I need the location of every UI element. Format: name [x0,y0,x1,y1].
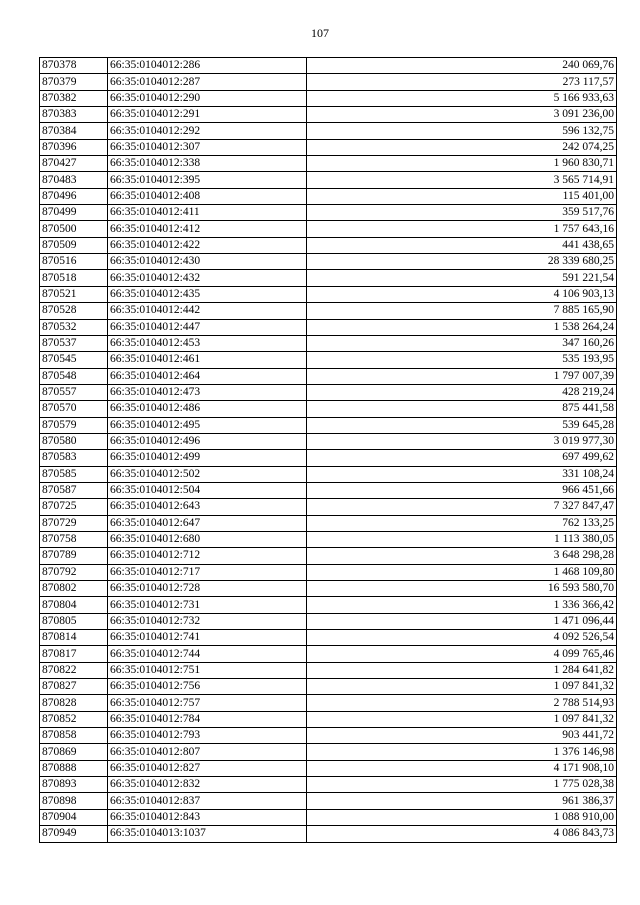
table-row [40,172,617,188]
table-row [40,401,617,417]
cadastral-number-cell: 66:35:0104012:756 [108,679,307,695]
cadastral-number-cell: 66:35:0104012:712 [108,548,307,564]
table-row [40,728,617,744]
cadastral-value-cell: 4 099 765,46 [307,646,617,662]
cadastral-value-cell: 7 327 847,47 [307,499,617,515]
cadastral-value-cell: 762 133,25 [307,515,617,531]
cadastral-number-cell: 66:35:0104012:496 [108,433,307,449]
row-number-cell: 870548 [40,368,108,384]
table-row [40,826,617,842]
row-number-cell: 870792 [40,564,108,580]
row-number-cell: 870822 [40,662,108,678]
table-row [40,254,617,270]
cadastral-number-cell: 66:35:0104012:741 [108,630,307,646]
row-number-cell: 870869 [40,744,108,760]
table-row [40,221,617,237]
row-number-cell: 870805 [40,613,108,629]
cadastral-value-cell: 1 757 643,16 [307,221,617,237]
cadastral-value-cell: 1 376 146,98 [307,744,617,760]
cadastral-number-cell: 66:35:0104012:495 [108,417,307,433]
cadastral-value-cell: 240 069,76 [307,58,617,74]
cadastral-number-cell: 66:35:0104012:504 [108,482,307,498]
row-number-cell: 870804 [40,597,108,613]
cadastral-value-cell: 1 088 910,00 [307,809,617,825]
cadastral-value-cell: 591 221,54 [307,270,617,286]
row-number-cell: 870814 [40,630,108,646]
cadastral-value-cell: 961 386,37 [307,793,617,809]
cadastral-value-cell: 115 401,00 [307,188,617,204]
cadastral-number-cell: 66:35:0104012:827 [108,760,307,776]
cadastral-value-cell: 242 074,25 [307,139,617,155]
cadastral-value-cell: 1 097 841,32 [307,679,617,695]
row-number-cell: 870904 [40,809,108,825]
row-number-cell: 870570 [40,401,108,417]
cadastral-number-cell: 66:35:0104012:464 [108,368,307,384]
cadastral-number-cell: 66:35:0104012:502 [108,466,307,482]
row-number-cell: 870382 [40,90,108,106]
cadastral-value-cell: 347 160,26 [307,335,617,351]
cadastral-number-cell: 66:35:0104012:757 [108,695,307,711]
cadastral-value-cell: 596 132,75 [307,123,617,139]
cadastral-value-cell: 4 086 843,73 [307,826,617,842]
table-row [40,482,617,498]
row-number-cell: 870858 [40,728,108,744]
row-number-cell: 870758 [40,531,108,547]
table-row [40,107,617,123]
cadastral-number-cell: 66:35:0104012:499 [108,450,307,466]
table-row [40,139,617,155]
cadastral-value-cell: 1 468 109,80 [307,564,617,580]
row-number-cell: 870383 [40,107,108,123]
cadastral-number-cell: 66:35:0104012:422 [108,237,307,253]
row-number-cell: 870817 [40,646,108,662]
cadastral-value-cell: 28 339 680,25 [307,254,617,270]
table-row [40,630,617,646]
row-number-cell: 870396 [40,139,108,155]
cadastral-number-cell: 66:35:0104012:432 [108,270,307,286]
table-row [40,384,617,400]
row-number-cell: 870499 [40,205,108,221]
row-number-cell: 870496 [40,188,108,204]
cadastral-value-cell: 903 441,72 [307,728,617,744]
cadastral-value-cell: 966 451,66 [307,482,617,498]
cadastral-value-cell: 1 097 841,32 [307,711,617,727]
cadastral-value-cell: 1 471 096,44 [307,613,617,629]
row-number-cell: 870378 [40,58,108,74]
cadastral-number-cell: 66:35:0104012:453 [108,335,307,351]
cadastral-number-cell: 66:35:0104012:287 [108,74,307,90]
cadastral-value-cell: 4 092 526,54 [307,630,617,646]
table-row [40,695,617,711]
table-row [40,352,617,368]
row-number-cell: 870580 [40,433,108,449]
cadastral-value-cell: 359 517,76 [307,205,617,221]
row-number-cell: 870729 [40,515,108,531]
table-row [40,548,617,564]
cadastral-value-cell: 428 219,24 [307,384,617,400]
row-number-cell: 870500 [40,221,108,237]
row-number-cell: 870518 [40,270,108,286]
cadastral-value-cell: 535 193,95 [307,352,617,368]
table-row [40,368,617,384]
row-number-cell: 870583 [40,450,108,466]
cadastral-number-cell: 66:35:0104012:717 [108,564,307,580]
table-row [40,237,617,253]
cadastral-value-cell: 3 019 977,30 [307,433,617,449]
cadastral-value-cell: 4 106 903,13 [307,286,617,302]
cadastral-number-cell: 66:35:0104012:447 [108,319,307,335]
cadastral-number-cell: 66:35:0104012:647 [108,515,307,531]
cadastral-value-cell: 1 336 366,42 [307,597,617,613]
table-row [40,760,617,776]
table-row [40,433,617,449]
cadastral-value-cell: 331 108,24 [307,466,617,482]
table-row [40,646,617,662]
cadastral-number-cell: 66:35:0104012:744 [108,646,307,662]
cadastral-number-cell: 66:35:0104012:731 [108,597,307,613]
row-number-cell: 870557 [40,384,108,400]
cadastral-value-cell: 1 538 264,24 [307,319,617,335]
table-row [40,515,617,531]
row-number-cell: 870888 [40,760,108,776]
cadastral-value-cell: 1 113 380,05 [307,531,617,547]
cadastral-number-cell: 66:35:0104012:286 [108,58,307,74]
row-number-cell: 870852 [40,711,108,727]
cadastral-number-cell: 66:35:0104012:837 [108,793,307,809]
cadastral-number-cell: 66:35:0104012:411 [108,205,307,221]
table-row [40,188,617,204]
row-number-cell: 870802 [40,581,108,597]
cadastral-number-cell: 66:35:0104012:435 [108,286,307,302]
table-row [40,270,617,286]
table-row [40,597,617,613]
row-number-cell: 870827 [40,679,108,695]
cadastral-value-cell: 7 885 165,90 [307,303,617,319]
table-row [40,809,617,825]
table-row [40,711,617,727]
row-number-cell: 870585 [40,466,108,482]
page-number: 107 [311,26,329,40]
cadastral-number-cell: 66:35:0104012:408 [108,188,307,204]
table-row [40,319,617,335]
cadastral-value-cell: 697 499,62 [307,450,617,466]
row-number-cell: 870379 [40,74,108,90]
row-number-cell: 870545 [40,352,108,368]
row-number-cell: 870898 [40,793,108,809]
cadastral-value-cell: 3 565 714,91 [307,172,617,188]
cadastral-number-cell: 66:35:0104012:430 [108,254,307,270]
cadastral-number-cell: 66:35:0104012:292 [108,123,307,139]
table-row [40,613,617,629]
row-number-cell: 870521 [40,286,108,302]
cadastral-number-cell: 66:35:0104012:807 [108,744,307,760]
cadastral-number-cell: 66:35:0104012:832 [108,777,307,793]
row-number-cell: 870587 [40,482,108,498]
row-number-cell: 870828 [40,695,108,711]
cadastral-number-cell: 66:35:0104012:290 [108,90,307,106]
cadastral-value-cell: 1 284 641,82 [307,662,617,678]
cadastral-number-cell: 66:35:0104012:338 [108,156,307,172]
row-number-cell: 870516 [40,254,108,270]
cadastral-number-cell: 66:35:0104013:1037 [108,826,307,842]
row-number-cell: 870789 [40,548,108,564]
table-row [40,777,617,793]
row-number-cell: 870579 [40,417,108,433]
table-row [40,90,617,106]
table-row [40,303,617,319]
table-row [40,450,617,466]
cadastral-number-cell: 66:35:0104012:473 [108,384,307,400]
cadastral-number-cell: 66:35:0104012:307 [108,139,307,155]
cadastral-number-cell: 66:35:0104012:643 [108,499,307,515]
cadastral-number-cell: 66:35:0104012:291 [108,107,307,123]
cadastral-value-cell: 16 593 580,70 [307,581,617,597]
cadastral-value-cell: 1 775 028,38 [307,777,617,793]
table-row [40,744,617,760]
table-row [40,531,617,547]
cadastral-number-cell: 66:35:0104012:486 [108,401,307,417]
cadastral-number-cell: 66:35:0104012:751 [108,662,307,678]
cadastral-number-cell: 66:35:0104012:442 [108,303,307,319]
row-number-cell: 870537 [40,335,108,351]
table-row [40,123,617,139]
cadastral-number-cell: 66:35:0104012:395 [108,172,307,188]
row-number-cell: 870893 [40,777,108,793]
cadastral-value-cell: 1 960 830,71 [307,156,617,172]
row-number-cell: 870483 [40,172,108,188]
cadastral-value-cell: 441 438,65 [307,237,617,253]
table-row [40,286,617,302]
table-row [40,679,617,695]
row-number-cell: 870384 [40,123,108,139]
table-row [40,417,617,433]
cadastral-value-cell: 539 645,28 [307,417,617,433]
cadastral-value-cell: 2 788 514,93 [307,695,617,711]
table-row [40,156,617,172]
cadastral-value-cell: 3 091 236,00 [307,107,617,123]
table-row [40,74,617,90]
table-row [40,564,617,580]
table-row [40,581,617,597]
row-number-cell: 870427 [40,156,108,172]
table-body [40,58,617,843]
cadastral-number-cell: 66:35:0104012:784 [108,711,307,727]
cadastral-value-cell: 5 166 933,63 [307,90,617,106]
cadastral-value-table [39,57,617,843]
cadastral-number-cell: 66:35:0104012:461 [108,352,307,368]
cadastral-number-cell: 66:35:0104012:412 [108,221,307,237]
table-row [40,662,617,678]
row-number-cell: 870949 [40,826,108,842]
cadastral-number-cell: 66:35:0104012:732 [108,613,307,629]
cadastral-number-cell: 66:35:0104012:680 [108,531,307,547]
cadastral-number-cell: 66:35:0104012:843 [108,809,307,825]
table-row [40,205,617,221]
table-row [40,58,617,74]
cadastral-number-cell: 66:35:0104012:793 [108,728,307,744]
table-row [40,335,617,351]
cadastral-value-cell: 1 797 007,39 [307,368,617,384]
row-number-cell: 870509 [40,237,108,253]
table-row [40,466,617,482]
row-number-cell: 870528 [40,303,108,319]
cadastral-value-cell: 3 648 298,28 [307,548,617,564]
table-row [40,793,617,809]
table-row [40,499,617,515]
cadastral-number-cell: 66:35:0104012:728 [108,581,307,597]
row-number-cell: 870532 [40,319,108,335]
cadastral-value-cell: 4 171 908,10 [307,760,617,776]
cadastral-value-cell: 875 441,58 [307,401,617,417]
cadastral-value-cell: 273 117,57 [307,74,617,90]
row-number-cell: 870725 [40,499,108,515]
